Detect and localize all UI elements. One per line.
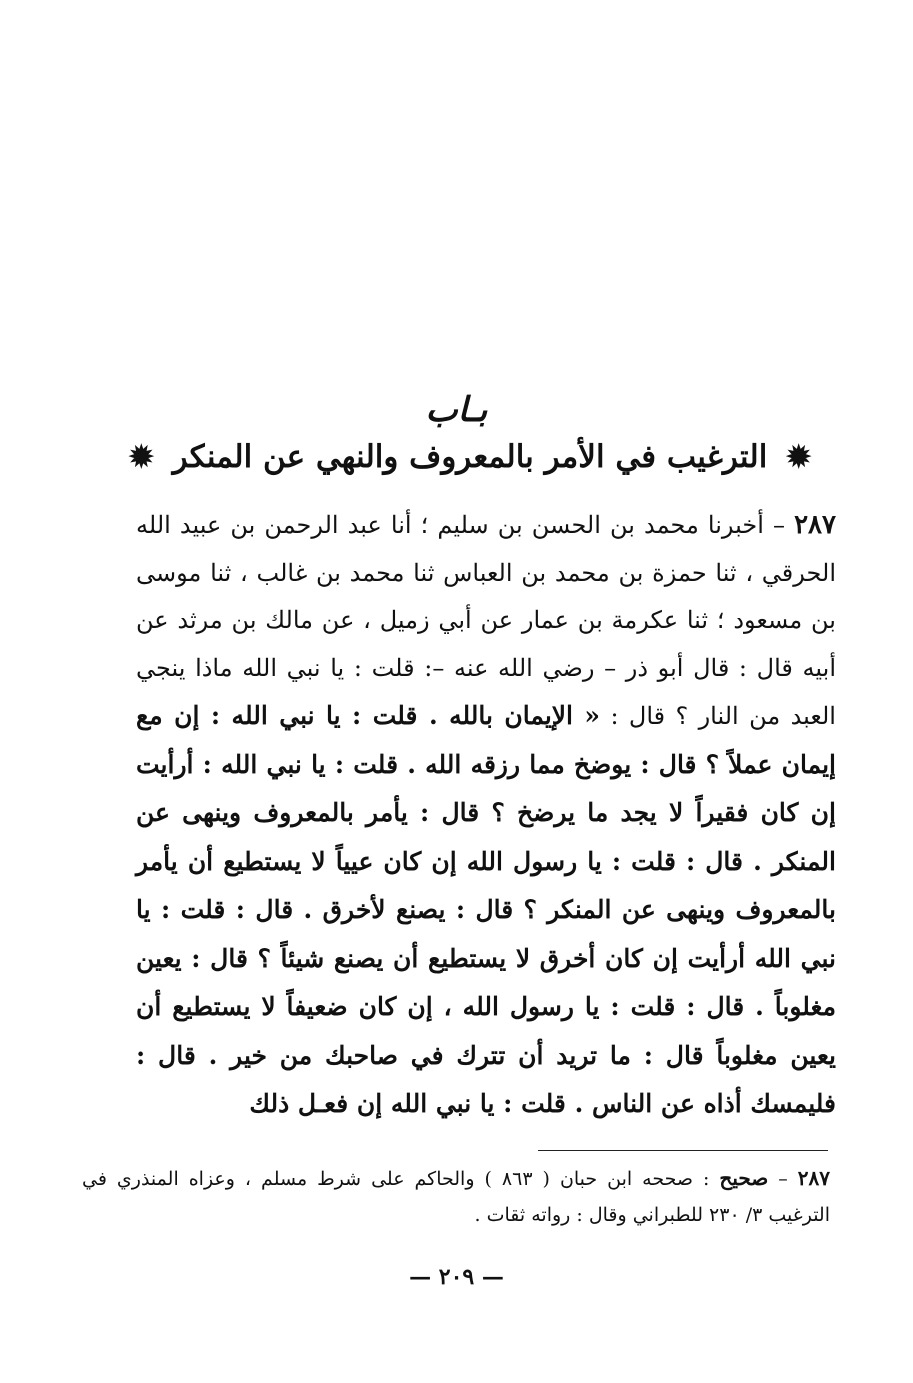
footnote-number: ٢٨٧ <box>797 1166 830 1190</box>
hadith-matn: « الإيمان بالله . قلت : يا نبي الله : إن مع إيمان عملاً ؟ قال : يوضخ مما رزقه الله . قلت : يا نبي الله : أرأيت إن كان فقيراً لا يجد ما يرضخ ؟ قال : يأمر بالمعروف وينهى عن المنكر . قال : قلت : يا رسول الله إن كان عيياً لا يستطيع أن يأمر بالمعروف وينهى عن المنكر ؟ قال : يصنع لأخرق . قال : قلت : يا نبي الله أرأيت إن كان أخرق لا يستطيع أن يصنع شيئاً ؟ قال : يعين مغلوباً . قال : قلت : يا رسول الله ، إن كان ضعيفاً لا يستطيع أن يعين مغلوباً قال : ما تريد أن تترك في صاحبك من خير . قال : فليمسك أذاه عن الناس . قلت : يا نبي الله إن فعـل ذلك <box>136 701 836 1118</box>
footnote-dash: – <box>778 1168 788 1190</box>
footnote <box>82 1160 830 1233</box>
hadith-number: ٢٨٧ <box>794 510 836 540</box>
footnote-grade: صحيح <box>719 1166 769 1190</box>
footnote-divider <box>538 1150 828 1151</box>
section-title <box>120 432 820 483</box>
hadith-body <box>136 502 836 1129</box>
star-ornament-icon: ✹ <box>786 440 812 475</box>
section-title-text: الترغيب في الأمر بالمعروف والنهي عن المنكر <box>172 439 768 475</box>
section-label: بـاب <box>425 390 488 430</box>
footnote-text: : صححه ابن حبان ( ٨٦٣ ) والحاكم على شرط مسلم ، وعزاه المنذري في الترغيب ٣/ ٢٣٠ للطبراني وقال : رواته ثقات . <box>82 1168 830 1226</box>
hadith-isnad: – أخبرنا محمد بن الحسن بن سليم ؛ أنا عبد الرحمن بن عبيد الله الحرقي ، ثنا حمزة بن محمد بن العباس ثنا محمد بن غالب ، ثنا موسى بن مسعود ؛ ثنا عكرمة بن عمار عن أبي زميل ، عن مالك بن مرثد عن أبيه قال : قال أبو ذر – رضي الله عنه –: قلت : يا نبي الله ماذا ينجي العبد من النار ؟ قال : <box>136 511 836 730</box>
star-ornament-icon: ✹ <box>128 440 154 475</box>
page-number: — ٢٠٩ — <box>409 1264 504 1290</box>
